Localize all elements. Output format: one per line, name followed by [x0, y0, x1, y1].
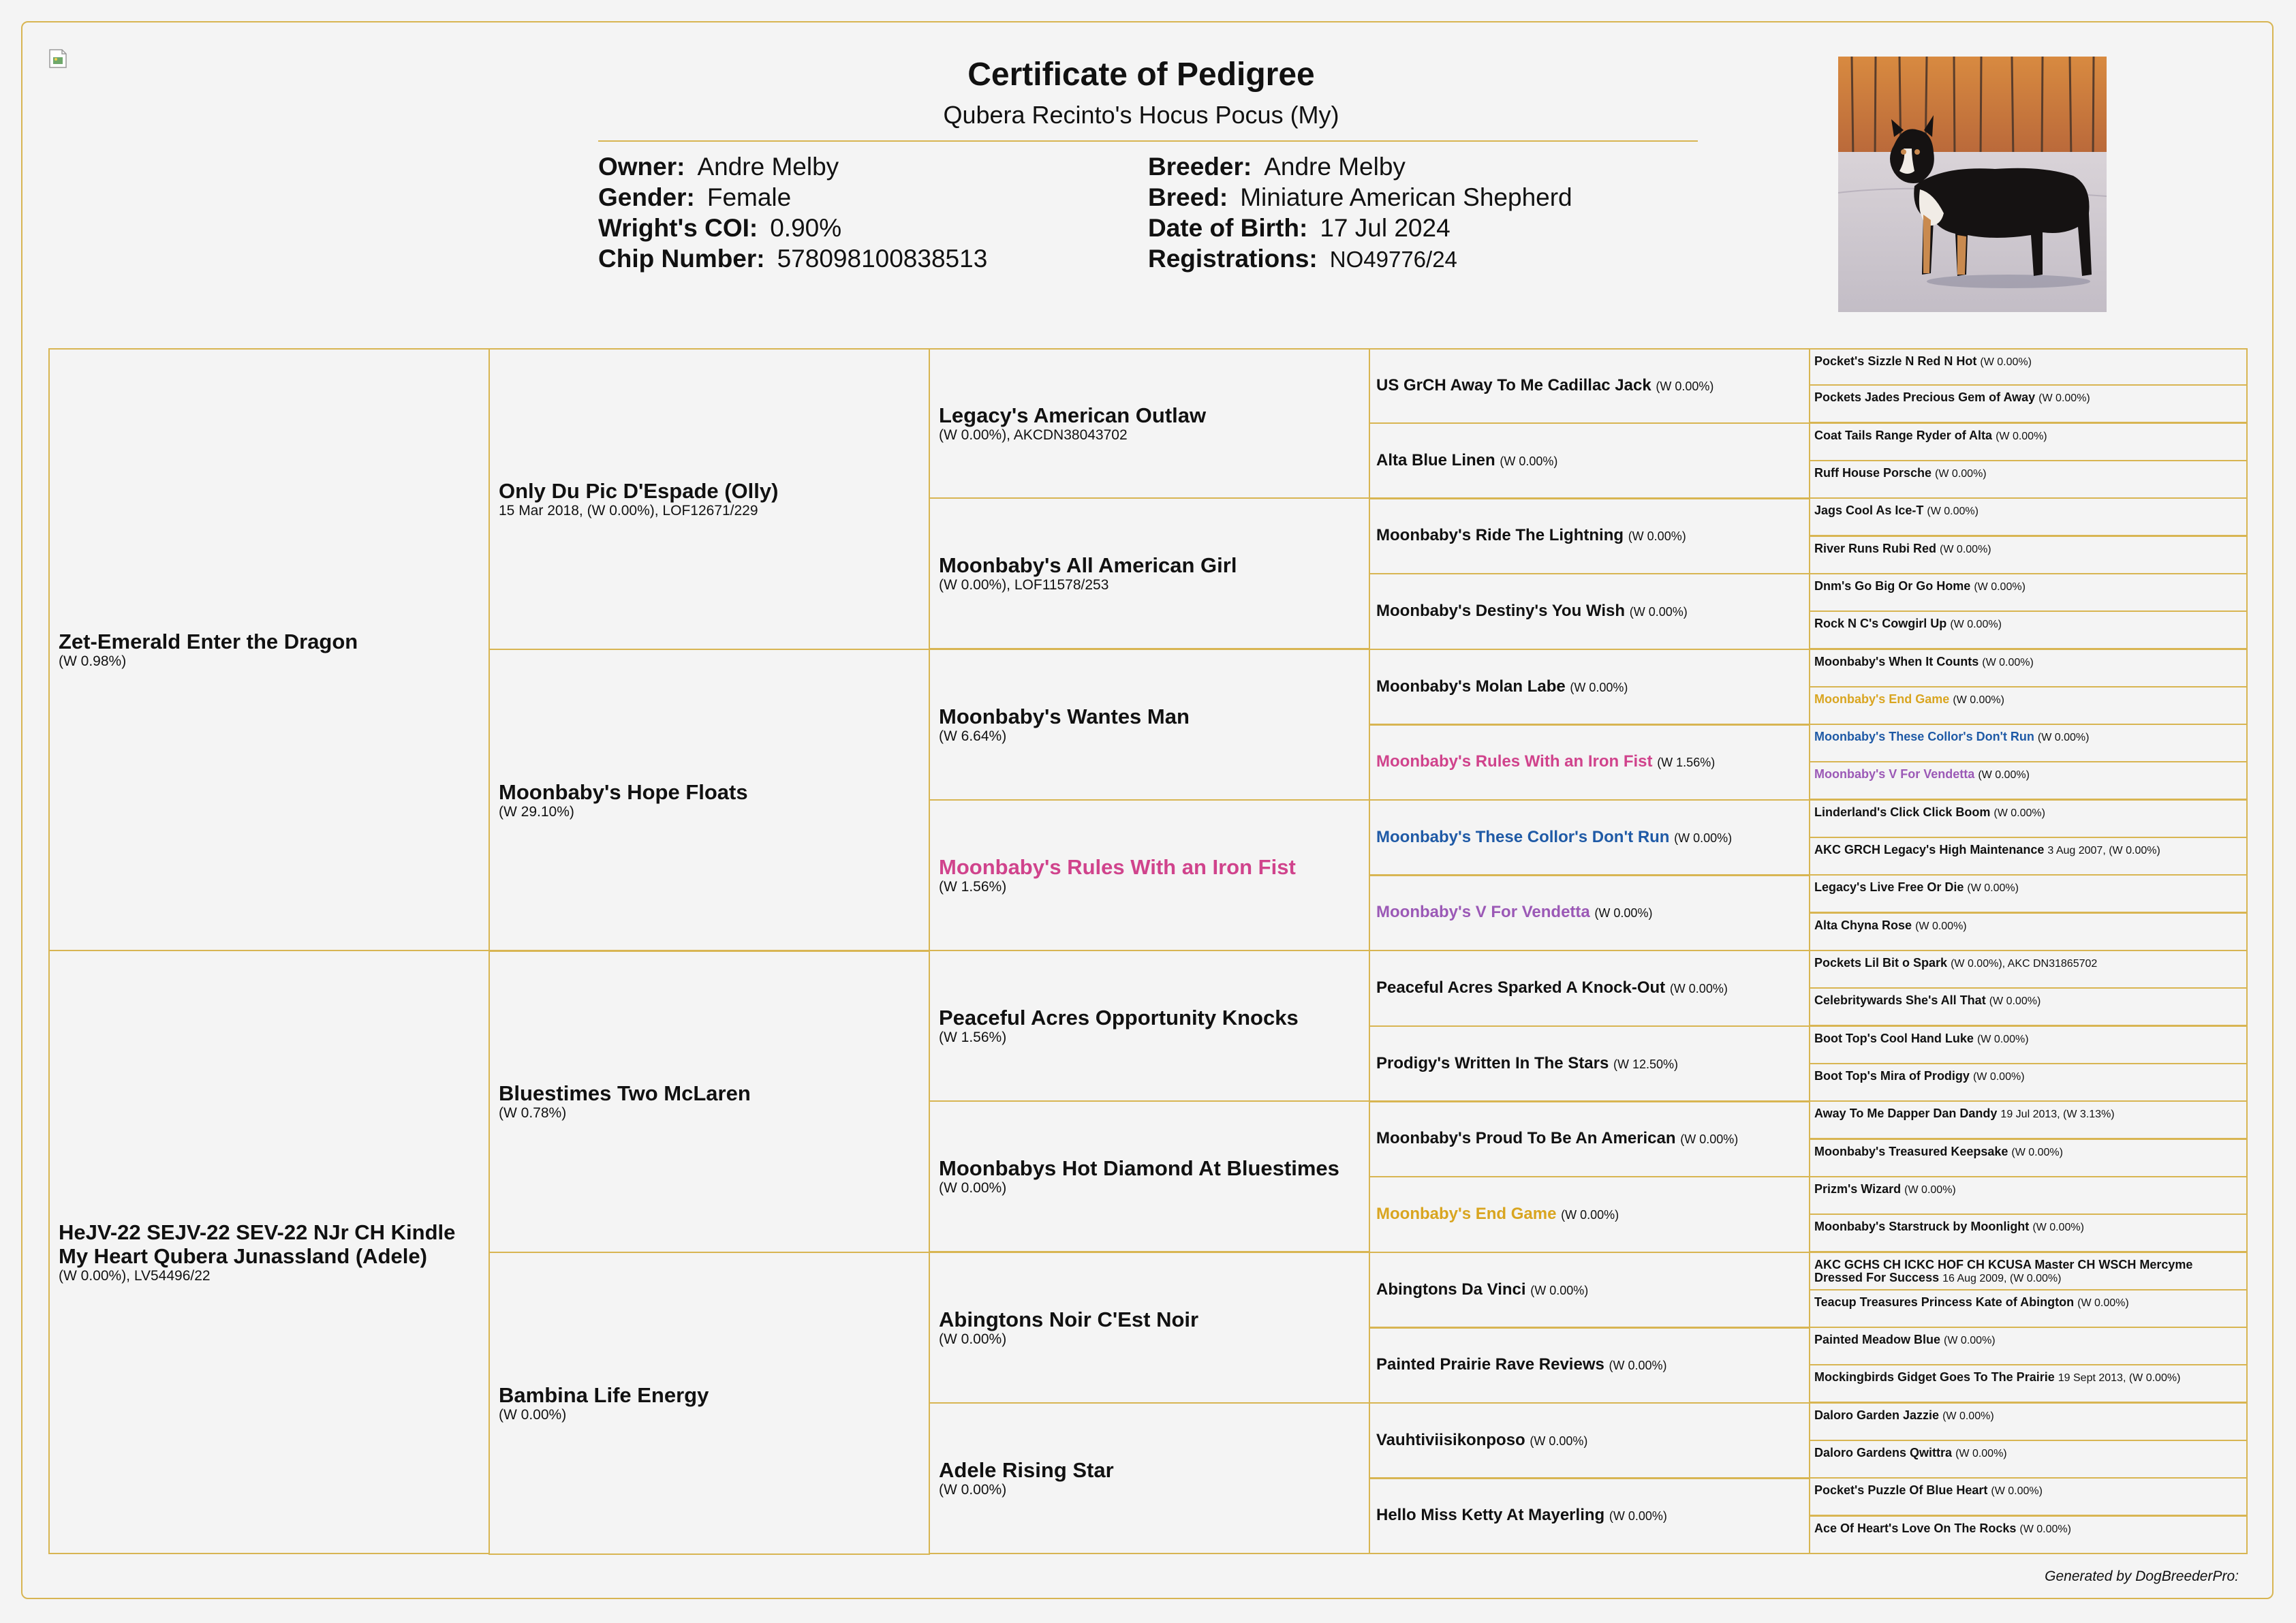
dog-details: (W 0.00%) [1972, 1071, 2025, 1083]
dog-details: (W 0.00%) [1953, 694, 2004, 706]
dog-name: Jags Cool As Ice-T [1814, 504, 1924, 517]
dog-details: (W 0.00%), AKC DN31865702 [1951, 958, 2098, 970]
dog-details: (W 0.98%) [59, 653, 127, 669]
dog-name: Coat Tails Range Ryder of Alta [1814, 429, 1993, 442]
dog-name: AKC GRCH Legacy's High Maintenance [1814, 843, 2045, 856]
dog-entry [1814, 542, 2241, 556]
dog-entry [1376, 1053, 1803, 1075]
dog-name: Abingtons Da Vinci [1376, 1280, 1526, 1299]
dog-name: Moonbaby's Ride The Lightning [1376, 526, 1624, 544]
dog-name: Ace Of Heart's Love On The Rocks [1814, 1521, 2017, 1535]
dog-name: Moonbaby's End Game [1376, 1205, 1557, 1223]
pedigree-cell-gen2-1 [488, 649, 930, 952]
dog-entry [1376, 677, 1803, 698]
dog-name: Boot Top's Mira of Prodigy [1814, 1069, 1970, 1083]
dog-details: (W 0.00%) [939, 1331, 1007, 1347]
pedigree-cell-gen3-6 [929, 1252, 1370, 1404]
dog-name: Moonbaby's Destiny's You Wish [1376, 602, 1626, 620]
info-row-gender: Gender: Female [598, 183, 792, 211]
dog-name: Linderland's Click Click Boom [1814, 805, 1991, 819]
dog-details: (W 0.00%) [1609, 1509, 1667, 1523]
dog-details: (W 1.56%) [939, 1030, 1007, 1045]
dog-entry [1376, 1280, 1803, 1301]
dog-entry [1814, 1032, 2241, 1046]
pedigree-cell-gen5-6 [1809, 573, 2248, 612]
dog-entry [1814, 467, 2241, 480]
page-title: Certificate of Pedigree [967, 57, 1315, 93]
pedigree-cell-gen5-3 [1809, 460, 2248, 499]
dog-name: Teacup Treasures Princess Kate of Abington [1814, 1295, 2075, 1309]
dog-details: (W 0.00%) [1669, 982, 1728, 995]
pedigree-cell-gen5-23 [1809, 1214, 2248, 1252]
dog-details: (W 0.00%) [1967, 882, 2019, 894]
dog-name: US GrCH Away To Me Cadillac Jack [1376, 376, 1651, 395]
dog-name: Alta Blue Linen [1376, 451, 1495, 469]
dog-name: Daloro Garden Jazzie [1814, 1408, 1940, 1422]
dog-name: Vauhtiviisikonposo [1376, 1431, 1525, 1449]
info-row-dob: Date of Birth: 17 Jul 2024 [1148, 214, 1450, 242]
dog-name: Mockingbirds Gidget Goes To The Prairie [1814, 1370, 2055, 1384]
pedigree-cell-gen5-19 [1809, 1063, 2248, 1102]
dog-details: (W 0.00%) [1628, 529, 1686, 543]
dog-name: HeJV-22 SEJV-22 SEV-22 NJr CH Kindle My Heart Qubera Junassland (Adele) [59, 1220, 456, 1268]
pedigree-cell-gen5-21 [1809, 1139, 2248, 1177]
generated-by-footer: Generated by DogBreederPro: [2045, 1568, 2239, 1584]
pedigree-cell-gen5-4 [1809, 497, 2248, 536]
dog-entry [1376, 1355, 1803, 1376]
dog-name: Away To Me Dapper Dan Dandy [1814, 1107, 1998, 1120]
pedigree-cell-gen5-30 [1809, 1477, 2248, 1516]
dog-entry [1814, 806, 2241, 820]
dog-name: Peaceful Acres Opportunity Knocks [939, 1006, 1299, 1030]
dog-details: (W 6.64%) [939, 728, 1007, 744]
dog-name: Legacy's Live Free Or Die [1814, 880, 1964, 894]
dog-name: Moonbaby's V For Vendetta [1814, 767, 1975, 781]
dog-entry [1814, 1484, 2241, 1498]
pedigree-cell-gen4-15 [1369, 1477, 1810, 1554]
dog-name: Pockets Lil Bit o Spark [1814, 956, 1948, 970]
dog-details: (W 0.00%) [1980, 356, 2032, 368]
dog-name: Moonbaby's Rules With an Iron Fist [939, 855, 1296, 879]
dog-entry [1814, 919, 2241, 933]
dog-name: Moonbaby's Molan Labe [1376, 677, 1566, 696]
dog-details: (W 1.56%) [939, 879, 1007, 895]
pedigree-cell-gen4-11 [1369, 1176, 1810, 1253]
dog-name: Peaceful Acres Sparked A Knock-Out [1376, 978, 1666, 997]
pedigree-grid [48, 348, 2248, 1554]
dog-name: Prizm's Wizard [1814, 1182, 1902, 1196]
dog-entry [1814, 730, 2241, 744]
dog-details: (W 0.00%) [1978, 769, 2030, 781]
dog-name: Prodigy's Written In The Stars [1376, 1054, 1609, 1072]
pedigree-cell-gen5-2 [1809, 422, 2248, 461]
dog-entry [1376, 375, 1803, 397]
dog-entry [1376, 978, 1803, 999]
dog-details: (W 0.00%) [2077, 1297, 2129, 1309]
dog-details: (W 0.00%) [1935, 468, 1987, 480]
pedigree-cell-gen4-12 [1369, 1252, 1810, 1329]
dog-entry [1376, 902, 1803, 923]
pedigree-cell-gen5-0 [1809, 348, 2248, 386]
dog-name: Celebritywards She's All That [1814, 993, 1986, 1007]
dog-name: Rock N C's Cowgirl Up [1814, 617, 1947, 630]
dog-name: Moonbaby's These Collor's Don't Run [1814, 730, 2034, 743]
dog-details: (W 0.00%) [1982, 657, 2034, 668]
dog-entry [1376, 1204, 1803, 1225]
dog-entry [1814, 957, 2241, 970]
dog-details: (W 0.00%) [2038, 392, 2090, 404]
pedigree-cell-gen3-2 [929, 649, 1370, 801]
info-row-breed: Breed: Miniature American Shepherd [1148, 183, 1572, 211]
pedigree-cell-gen5-13 [1809, 837, 2248, 876]
dog-details: (W 0.00%) [1674, 831, 1733, 845]
pedigree-cell-gen5-20 [1809, 1100, 2248, 1139]
dog-entry [1814, 504, 2241, 518]
dog-details: (W 0.00%) [1561, 1208, 1619, 1222]
dog-name: Moonbaby's Proud To Be An American [1376, 1129, 1676, 1147]
dog-details: 15 Mar 2018, (W 0.00%), LOF12671/229 [499, 503, 758, 519]
dog-details: (W 0.00%) [1955, 1448, 2007, 1459]
pedigree-cell-gen5-9 [1809, 686, 2248, 725]
broken-image-icon [48, 48, 69, 69]
pedigree-cell-gen4-14 [1369, 1402, 1810, 1479]
dog-entry [1376, 1505, 1803, 1526]
pedigree-cell-gen2-0 [488, 348, 930, 650]
pedigree-cell-gen5-24 [1809, 1252, 2248, 1290]
dog-details: (W 0.00%) [1974, 581, 2026, 593]
pedigree-cell-gen4-10 [1369, 1100, 1810, 1177]
dog-entry [1376, 752, 1803, 773]
dog-name: Moonbaby's Starstruck by Moonlight [1814, 1220, 2030, 1233]
dog-details: (W 0.00%) [1989, 995, 2041, 1007]
dog-name: Legacy's American Outlaw [939, 403, 1207, 427]
dog-name: Pockets Jades Precious Gem of Away [1814, 390, 2036, 404]
pedigree-cell-gen4-13 [1369, 1327, 1810, 1404]
dog-name: Only Du Pic D'Espade (Olly) [499, 479, 779, 503]
dog-details: 19 Jul 2013, (W 3.13%) [2000, 1109, 2115, 1120]
dog-entry [1814, 768, 2241, 782]
dog-details: (W 0.00%) [1927, 506, 1979, 517]
pedigree-cell-gen4-0 [1369, 348, 1810, 424]
dog-name: Moonbaby's Wantes Man [939, 705, 1190, 728]
dog-details: (W 0.00%), LV54496/22 [59, 1267, 211, 1284]
owner-info-column [598, 151, 987, 274]
dog-name: Dnm's Go Big Or Go Home [1814, 579, 1971, 593]
dog-details: (W 0.00%) [1530, 1434, 1588, 1448]
dog-details: (W 0.00%) [1915, 921, 1967, 932]
dog-name: River Runs Rubi Red [1814, 542, 1937, 555]
dog-name: Moonbaby's V For Vendetta [1376, 903, 1590, 921]
pedigree-cell-gen5-5 [1809, 536, 2248, 574]
dog-details: 3 Aug 2007, (W 0.00%) [2047, 845, 2160, 856]
dog-name: Moonbabys Hot Diamond At Bluestimes [939, 1156, 1339, 1180]
dog-details: (W 0.00%) [1942, 1410, 1994, 1422]
pedigree-cell-gen4-1 [1369, 422, 1810, 499]
dog-name: Bambina Life Energy [499, 1383, 709, 1407]
dog-details: 19 Sept 2013, (W 0.00%) [2058, 1372, 2181, 1384]
pedigree-cell-gen4-4 [1369, 649, 1810, 726]
dog-entry [1814, 1145, 2241, 1159]
pedigree-cell-gen5-18 [1809, 1025, 2248, 1064]
breed-info-column [1148, 151, 1572, 275]
dog-entry [1814, 844, 2241, 857]
pedigree-cell-gen3-0 [929, 348, 1370, 499]
pedigree-cell-gen5-28 [1809, 1402, 2248, 1441]
dog-name: Abingtons Noir C'Est Noir [939, 1308, 1199, 1331]
dog-entry [1814, 1371, 2241, 1385]
pedigree-cell-gen5-25 [1809, 1289, 2248, 1328]
header-divider [598, 140, 1698, 142]
dog-details: (W 0.00%), AKCDN38043702 [939, 427, 1128, 443]
dog-name: Hello Miss Ketty At Mayerling [1376, 1506, 1605, 1524]
dog-details: (W 0.00%) [939, 1482, 1007, 1498]
dog-entry [1376, 1430, 1803, 1451]
dog-details: (W 0.00%) [2019, 1524, 2071, 1535]
dog-entry [1814, 1409, 2241, 1423]
pedigree-cell-gen4-9 [1369, 1025, 1810, 1102]
dog-entry [1814, 1220, 2241, 1234]
pedigree-cell-gen4-3 [1369, 573, 1810, 650]
pedigree-cell-gen5-17 [1809, 987, 2248, 1026]
pedigree-cell-gen5-26 [1809, 1327, 2248, 1365]
dog-name: AKC GCHS CH ICKC HOF CH KCUSA Master CH WSCH Mercyme Dressed For Success [1814, 1258, 2193, 1284]
pedigree-cell-gen4-7 [1369, 874, 1810, 951]
pedigree-cell-gen5-31 [1809, 1515, 2248, 1554]
dog-details: (W 0.00%) [1570, 681, 1628, 694]
dog-name: Painted Meadow Blue [1814, 1333, 1941, 1346]
dog-entry [1814, 429, 2241, 443]
dog-entry [1814, 391, 2241, 405]
dog-details: (W 0.00%) [499, 1407, 567, 1423]
dog-entry [1376, 450, 1803, 472]
dog-details: (W 0.00%) [1996, 431, 2047, 442]
dog-name: Moonbaby's These Collor's Don't Run [1376, 828, 1670, 846]
pedigree-cell-gen4-2 [1369, 497, 1810, 574]
dog-name: Moonbaby's Rules With an Iron Fist [1376, 752, 1653, 771]
dog-details: (W 0.00%) [1656, 380, 1714, 393]
dog-entry [1814, 1183, 2241, 1196]
dog-details: (W 0.00%) [1904, 1184, 1956, 1196]
pedigree-cell-gen4-8 [1369, 950, 1810, 1027]
info-row-registrations: Registrations: NO49776/24 [1148, 245, 1457, 273]
dog-name: Boot Top's Cool Hand Luke [1814, 1032, 1974, 1045]
dog-name: Moonbaby's All American Girl [939, 553, 1237, 577]
dog-details: (W 0.00%), LOF11578/253 [939, 577, 1109, 593]
dog-entry [1814, 1296, 2241, 1310]
pedigree-cell-gen2-2 [488, 950, 930, 1253]
dog-entry [1376, 601, 1803, 622]
dog-details: (W 12.50%) [1613, 1057, 1679, 1071]
dog-details: (W 0.00%) [1944, 1335, 1996, 1346]
pedigree-cell-gen3-5 [929, 1100, 1370, 1252]
dog-name: Bluestimes Two McLaren [499, 1081, 751, 1105]
dog-entry [1376, 525, 1803, 546]
dog-details: (W 1.56%) [1657, 756, 1716, 769]
pedigree-cell-gen5-27 [1809, 1364, 2248, 1403]
dog-photo [1838, 57, 2107, 312]
pedigree-cell-gen3-1 [929, 497, 1370, 649]
dog-details: 16 Aug 2009, (W 0.00%) [1942, 1273, 2062, 1284]
dog-details: (W 0.00%) [1976, 1034, 2029, 1045]
dog-entry [1814, 693, 2241, 707]
pedigree-cell-gen3-3 [929, 799, 1370, 951]
dog-details: (W 0.00%) [1940, 544, 1991, 555]
dog-details: (W 0.00%) [1680, 1132, 1739, 1146]
dog-details: (W 0.00%) [1530, 1284, 1589, 1297]
dog-entry [1814, 580, 2241, 593]
pedigree-cell-gen1-1 [48, 950, 490, 1554]
dog-details: (W 0.00%) [1609, 1359, 1667, 1372]
dog-name: Moonbaby's Hope Floats [499, 780, 748, 804]
pedigree-cell-gen5-11 [1809, 761, 2248, 800]
dog-details: (W 0.00%) [1991, 1485, 2043, 1497]
pedigree-cell-gen4-6 [1369, 799, 1810, 876]
dog-entry [1814, 1333, 2241, 1347]
info-row-coi: Wright's COI: 0.90% [598, 214, 842, 242]
dog-entry [1814, 1070, 2241, 1083]
pedigree-cell-gen5-14 [1809, 874, 2248, 913]
info-row-owner: Owner: Andre Melby [598, 153, 839, 181]
dog-name: Moonbaby's When It Counts [1814, 655, 1979, 668]
pedigree-cell-gen4-5 [1369, 724, 1810, 801]
pedigree-cell-gen5-22 [1809, 1176, 2248, 1215]
pedigree-cell-gen5-1 [1809, 384, 2248, 423]
dog-entry [1814, 1447, 2241, 1460]
pedigree-cell-gen5-12 [1809, 799, 2248, 838]
pedigree-cell-gen3-4 [929, 950, 1370, 1102]
dog-name: Moonbaby's End Game [1814, 692, 1950, 706]
info-row-breeder: Breeder: Andre Melby [1148, 153, 1406, 181]
pedigree-cell-gen3-7 [929, 1402, 1370, 1554]
pedigree-cell-gen5-8 [1809, 649, 2248, 687]
dog-name: Adele Rising Star [939, 1458, 1114, 1482]
dog-entry [1814, 655, 2241, 669]
pedigree-cell-gen5-10 [1809, 724, 2248, 762]
pedigree-cell-gen5-7 [1809, 610, 2248, 649]
dog-entry [1376, 1128, 1803, 1149]
dog-name-subtitle: Qubera Recinto's Hocus Pocus (My) [943, 101, 1339, 129]
dog-entry [1814, 1522, 2241, 1536]
dog-entry [1814, 355, 2241, 369]
dog-entry [1814, 881, 2241, 895]
info-row-chip: Chip Number: 578098100838513 [598, 245, 988, 273]
dog-entry [1814, 1107, 2241, 1121]
dog-entry [1814, 617, 2241, 631]
dog-details: (W 0.00%) [1500, 454, 1558, 468]
dog-name: Alta Chyna Rose [1814, 918, 1912, 932]
dog-name: Pocket's Sizzle N Red N Hot [1814, 354, 1977, 368]
dog-name: Painted Prairie Rave Reviews [1376, 1355, 1604, 1374]
dog-details: (W 0.00%) [1950, 619, 2002, 630]
dog-details: (W 0.00%) [2037, 732, 2090, 743]
pedigree-cell-gen5-29 [1809, 1440, 2248, 1479]
dog-details: (W 0.00%) [1594, 906, 1653, 920]
dog-details: (W 0.00%) [2032, 1222, 2084, 1233]
dog-name: Ruff House Porsche [1814, 466, 1932, 480]
dog-name: Daloro Gardens Qwittra [1814, 1446, 1953, 1459]
pedigree-cell-gen5-16 [1809, 950, 2248, 989]
dog-name: Pocket's Puzzle Of Blue Heart [1814, 1483, 1988, 1497]
pedigree-cell-gen2-3 [488, 1252, 930, 1555]
dog-details: (W 0.00%) [939, 1180, 1007, 1196]
dog-details: (W 29.10%) [499, 804, 574, 820]
pedigree-cell-gen5-15 [1809, 912, 2248, 951]
dog-details: (W 0.00%) [1629, 605, 1688, 619]
dog-details: (W 0.78%) [499, 1105, 567, 1121]
dog-entry [1814, 994, 2241, 1008]
dog-name: Zet-Emerald Enter the Dragon [59, 630, 358, 653]
dog-entry [1376, 827, 1803, 848]
dog-details: (W 0.00%) [2011, 1147, 2063, 1158]
dog-name: Moonbaby's Treasured Keepsake [1814, 1145, 2008, 1158]
pedigree-cell-gen1-0 [48, 348, 490, 951]
dog-details: (W 0.00%) [1994, 807, 2045, 819]
dog-entry [1814, 1258, 2241, 1285]
